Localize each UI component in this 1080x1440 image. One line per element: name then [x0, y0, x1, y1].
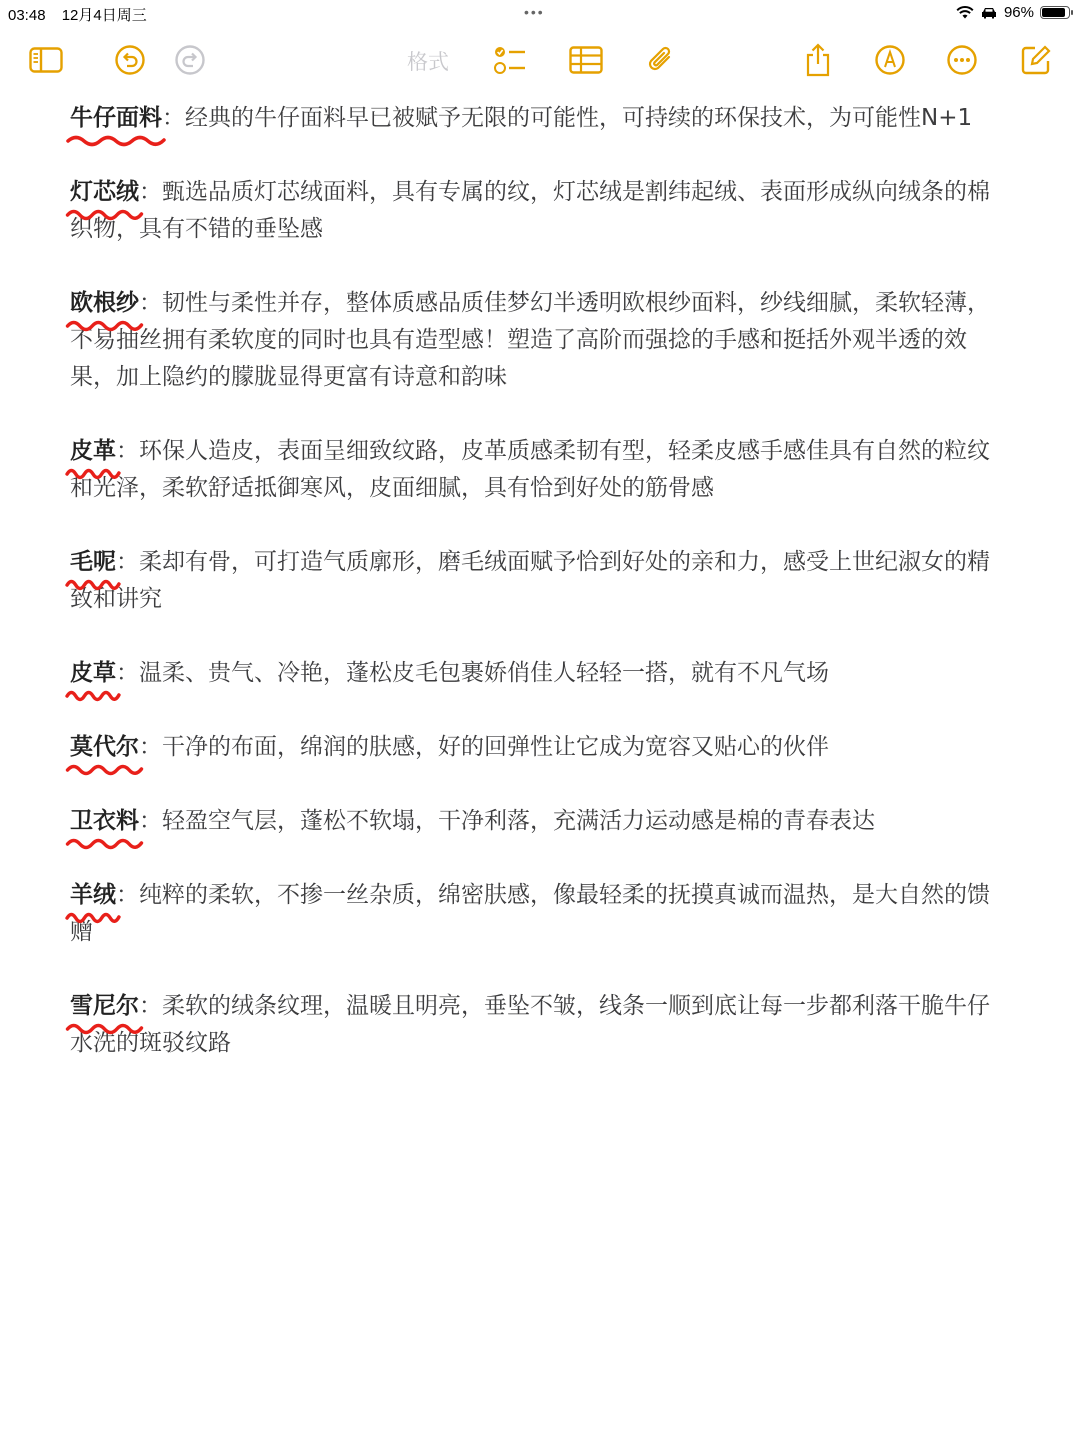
note-paragraph[interactable] [70, 100, 1000, 137]
format-title[interactable]: 格式 [407, 50, 449, 74]
battery-level-fill [1042, 8, 1065, 17]
handwritten-underline-mark [66, 910, 120, 924]
fabric-description: ：环保人造皮，表面呈细致纹路，皮革质感柔韧有型，轻柔皮感手感佳具有自然的粒纹和光泽，柔软舒适抵御寒风，皮面细腻，具有恰到好处的筋骨感 [70, 438, 990, 501]
sidebar-toggle-button[interactable] [26, 40, 66, 80]
entries-list [70, 100, 1000, 1062]
handwritten-underline-mark [66, 688, 120, 702]
status-bar [0, 0, 1080, 28]
checklist-button[interactable] [490, 40, 530, 80]
handwritten-underline-mark [66, 133, 166, 147]
multitasking-dots-icon[interactable]: ••• [524, 4, 545, 20]
handwritten-underline-mark [66, 836, 143, 850]
fabric-description: ：纯粹的柔软，不掺一丝杂质，绵密肤感，像最轻柔的抚摸真诚而温热，是大自然的馈赠 [70, 882, 990, 945]
status-left [8, 4, 159, 25]
status-date: 12月4日周三 [61, 7, 147, 24]
note-paragraph[interactable] [70, 803, 1000, 840]
fabric-term: 皮草 [70, 655, 116, 692]
table-icon [569, 46, 603, 74]
fabric-term: 毛呢 [70, 544, 116, 581]
note-paragraph[interactable] [70, 988, 1000, 1062]
markup-pen-icon [874, 44, 906, 76]
fabric-term: 羊绒 [70, 877, 116, 914]
markup-button[interactable] [870, 40, 910, 80]
share-icon [804, 43, 832, 77]
compose-button[interactable] [1016, 40, 1056, 80]
sidebar-icon [29, 47, 63, 73]
note-paragraph[interactable] [70, 285, 1000, 396]
fabric-description: ：干净的布面，绵润的肤感，好的回弹性让它成为宽容又贴心的伙伴 [139, 734, 829, 760]
undo-icon [114, 44, 146, 76]
more-icon [946, 44, 978, 76]
battery-icon [1040, 6, 1070, 19]
fabric-term: 灯芯绒 [70, 174, 139, 211]
table-button[interactable] [566, 40, 606, 80]
share-button[interactable] [798, 40, 838, 80]
paperclip-icon [645, 43, 675, 77]
battery-percent: 96% [1003, 4, 1034, 21]
handwritten-underline-mark [66, 466, 120, 480]
fabric-term: 雪尼尔 [70, 988, 139, 1025]
note-paragraph[interactable] [70, 544, 1000, 618]
redo-button[interactable] [170, 40, 210, 80]
fabric-term: 欧根纱 [70, 285, 139, 322]
fabric-description: ：经典的牛仔面料早已被赋予无限的可能性，可持续的环保技术，为可能性N+1 [162, 105, 973, 131]
fabric-description: ：甄选品质灯芯绒面料，具有专属的纹，灯芯绒是割纬起绒、表面形成纵向绒条的棉织物，具有不错的垂坠感 [70, 179, 990, 242]
fabric-term: 卫衣料 [70, 803, 139, 840]
handwritten-underline-mark [66, 1021, 143, 1035]
attachment-button[interactable] [640, 40, 680, 80]
note-paragraph[interactable] [70, 655, 1000, 692]
car-focus-icon [980, 6, 998, 19]
handwritten-underline-mark [66, 207, 143, 221]
handwritten-underline-mark [66, 318, 143, 332]
fabric-description: ：温柔、贵气、冷艳，蓬松皮毛包裹娇俏佳人轻轻一搭，就有不凡气场 [116, 660, 829, 686]
fabric-term: 莫代尔 [70, 729, 139, 766]
fabric-description: ：轻盈空气层，蓬松不软塌，干净利落，充满活力运动感是棉的青春表达 [139, 808, 875, 834]
redo-icon [174, 44, 206, 76]
compose-icon [1020, 44, 1052, 76]
fabric-description: ：韧性与柔性并存，整体质感品质佳梦幻半透明欧根纱面料，纱线细腻，柔软轻薄，不易抽丝拥有柔软度的同时也具有造型感！塑造了高阶而强捻的手感和挺括外观半透的效果，加上隐约的朦胧显得更富有诗意和韵味 [70, 290, 990, 390]
notes-toolbar [0, 32, 1080, 88]
handwritten-underline-mark [66, 762, 143, 776]
handwritten-underline-mark [66, 577, 120, 591]
fabric-description: ：柔软的绒条纹理，温暖且明亮，垂坠不皱，线条一顺到底让每一步都利落干脆牛仔水洗的斑驳纹路 [70, 993, 990, 1056]
more-button[interactable] [942, 40, 982, 80]
fabric-description: ：柔却有骨，可打造气质廓形，磨毛绒面赋予恰到好处的亲和力，感受上世纪淑女的精致和讲究 [70, 549, 990, 612]
checklist-icon [493, 44, 527, 76]
status-time: 03:48 [8, 7, 46, 24]
note-paragraph[interactable] [70, 174, 1000, 248]
undo-button[interactable] [110, 40, 150, 80]
note-paragraph[interactable] [70, 433, 1000, 507]
note-paragraph[interactable] [70, 729, 1000, 766]
fabric-term: 皮革 [70, 433, 116, 470]
note-body[interactable] [70, 100, 1000, 1099]
status-right [956, 4, 1070, 21]
note-paragraph[interactable] [70, 877, 1000, 951]
wifi-icon [956, 6, 974, 19]
fabric-term: 牛仔面料 [70, 100, 162, 137]
